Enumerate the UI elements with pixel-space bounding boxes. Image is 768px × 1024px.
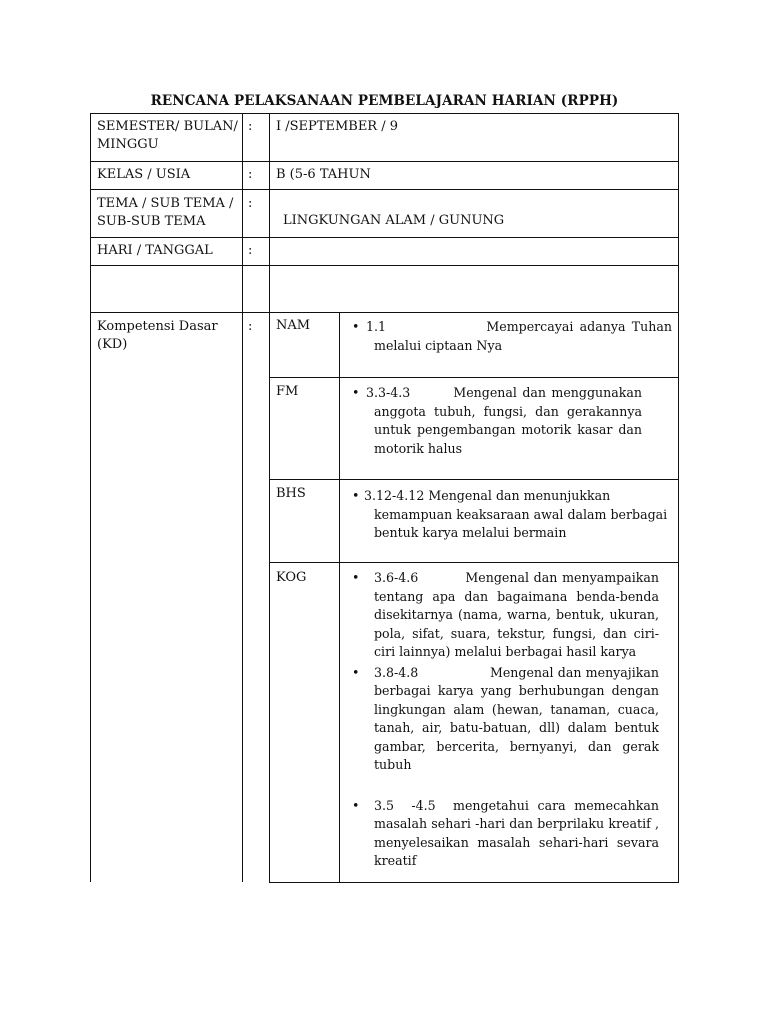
kd-item-text: 3.5 -4.5 mengetahui cara memecahkan masalah sehari -hari dan berprilaku kreatif , menyelesaikan masalah sehari-hari sevara kreatif: [374, 797, 664, 868]
kd-item-text: 3.3-4.3 Mengenal dan menggunakan anggota tubuh, fungsi, dan gerakannya untuk pengembangan motorik kasar dan motorik halus: [366, 385, 647, 456]
kd-area-items: [352, 318, 677, 355]
row-value-semester: I /SEPTEMBER / 9: [276, 119, 399, 134]
kd-area-code: FM: [276, 384, 299, 399]
row-divider-1: [90, 161, 679, 162]
header-col-divider-1: [242, 113, 243, 313]
row-label-semester: SEMESTER/ BULAN/ MINGGU: [97, 119, 238, 152]
kd-area-code: NAM: [276, 318, 311, 333]
kd-row-divider-2: [269, 479, 679, 480]
row-divider-3: [90, 237, 679, 238]
kd-list-item: [352, 318, 677, 355]
row-colon: :: [248, 119, 253, 134]
header-col-divider-2: [269, 113, 270, 313]
kd-list-item: [352, 487, 672, 543]
kd-label-box: [90, 312, 270, 882]
bullet-icon: •: [352, 570, 360, 585]
kd-list-item: [352, 569, 664, 662]
row-divider-2: [90, 189, 679, 190]
bullet-icon: •: [352, 319, 360, 334]
kd-list-item: [352, 664, 664, 775]
bullet-icon: •: [352, 797, 360, 813]
kd-row-divider-1: [269, 377, 679, 378]
row-colon: :: [248, 243, 253, 258]
kd-item-text: 3.8-4.8 Mengenal dan menyajikan berbagai karya yang berhubungan dengan lingkungan alam (hewan, tanaman, cuaca, tanah, air, batu-batuan, dll) dalam bentuk gambar, bercerita, bernyanyi, dan gerak tubuh: [374, 664, 664, 772]
kd-row-divider-3: [269, 562, 679, 563]
kd-area-code: BHS: [276, 486, 306, 501]
bullet-icon: •: [352, 488, 360, 503]
kd-list-item: [352, 384, 647, 458]
row-value-tema: LINGKUNGAN ALAM / GUNUNG: [283, 213, 505, 228]
row-colon: :: [248, 196, 253, 211]
kd-area-items: [352, 569, 664, 871]
kd-list-item: [352, 797, 664, 871]
document-title: RENCANA PELAKSANAAN PEMBELAJARAN HARIAN (RPPH): [150, 93, 619, 109]
kd-item-text: 3.12-4.12 Mengenal dan menunjukkan kemampuan keaksaraan awal dalam berbagai bentuk karya melalui bermain: [364, 488, 672, 540]
kd-inner-divider: [339, 312, 340, 883]
kd-area-items: [352, 487, 672, 543]
kd-colon: :: [248, 319, 253, 334]
kd-item-text: 3.6-4.6 Mengenal dan menyampaikan tentang apa dan bagaimana benda-benda disekitarnya (nama, warna, bentuk, ukuran, pola, sifat, suara, tekstur, fungsi, dan ciri-ciri lainnya) melalui berbagai hasil karya: [374, 570, 664, 659]
row-divider-4: [90, 265, 679, 266]
kd-area-items: [352, 384, 647, 458]
kd-col-divider: [242, 312, 243, 882]
row-colon: :: [248, 167, 253, 182]
row-label-hari: HARI / TANGGAL: [97, 243, 213, 258]
row-value-kelas: B (5-6 TAHUN: [276, 167, 371, 182]
row-label-tema: TEMA / SUB TEMA / SUB-SUB TEMA: [97, 196, 234, 229]
kd-area-code: KOG: [276, 570, 307, 585]
bullet-icon: •: [352, 385, 360, 400]
bullet-icon: •: [352, 664, 360, 680]
kd-label: Kompetensi Dasar (KD): [97, 319, 218, 352]
row-label-kelas: KELAS / USIA: [97, 167, 191, 182]
kd-item-text: 1.1 Mempercayai adanya Tuhan melalui ciptaan Nya: [366, 319, 677, 353]
